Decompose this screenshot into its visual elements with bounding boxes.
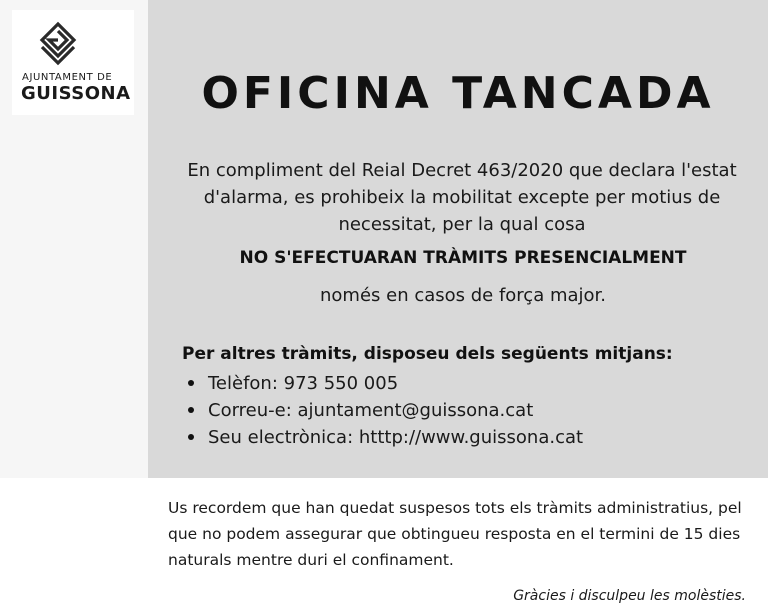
page-title: OFICINA TANCADA xyxy=(201,68,715,119)
contact-heading: Per altres tràmits, disposeu dels següents mitjans: xyxy=(182,344,673,364)
contact-email xyxy=(182,397,583,424)
bullet-icon xyxy=(188,407,194,413)
logo-line-guissona: GUISSONA xyxy=(21,83,131,104)
contact-website-text: Seu electrònica: htttp://www.guissona.cat xyxy=(208,427,584,448)
no-inperson-notice: NO S'EFECTUARAN TRÀMITS PRESENCIALMENT xyxy=(239,248,687,268)
force-majeure-note: només en casos de força major. xyxy=(319,285,607,306)
closing-apology: Gràcies i disculpeu les molèsties. xyxy=(513,588,746,604)
contact-website xyxy=(182,424,583,451)
suspension-notice: Us recordem que han quedat suspesos tots els tràmits administratius, pel que no podem assegurar que obtingueu resposta en el termini de 15 dies naturals mentre duri el confinament. xyxy=(168,499,742,569)
contact-list xyxy=(182,370,583,451)
logo-line-ajuntament: AJUNTAMENT DE xyxy=(22,72,113,83)
guissona-emblem-icon xyxy=(38,20,78,70)
contact-phone xyxy=(182,370,583,397)
contact-email-text: Correu-e: ajuntament@guissona.cat xyxy=(208,400,534,421)
bullet-icon xyxy=(188,380,194,386)
bullet-icon xyxy=(188,434,194,440)
municipal-logo xyxy=(12,10,134,115)
decree-paragraph: En compliment del Reial Decret 463/2020 que declara l'estat d'alarma, es prohibeix la mobilitat excepte per motius de necessitat, per la qual cosa xyxy=(187,160,737,235)
contact-phone-text: Telèfon: 973 550 005 xyxy=(208,373,399,394)
